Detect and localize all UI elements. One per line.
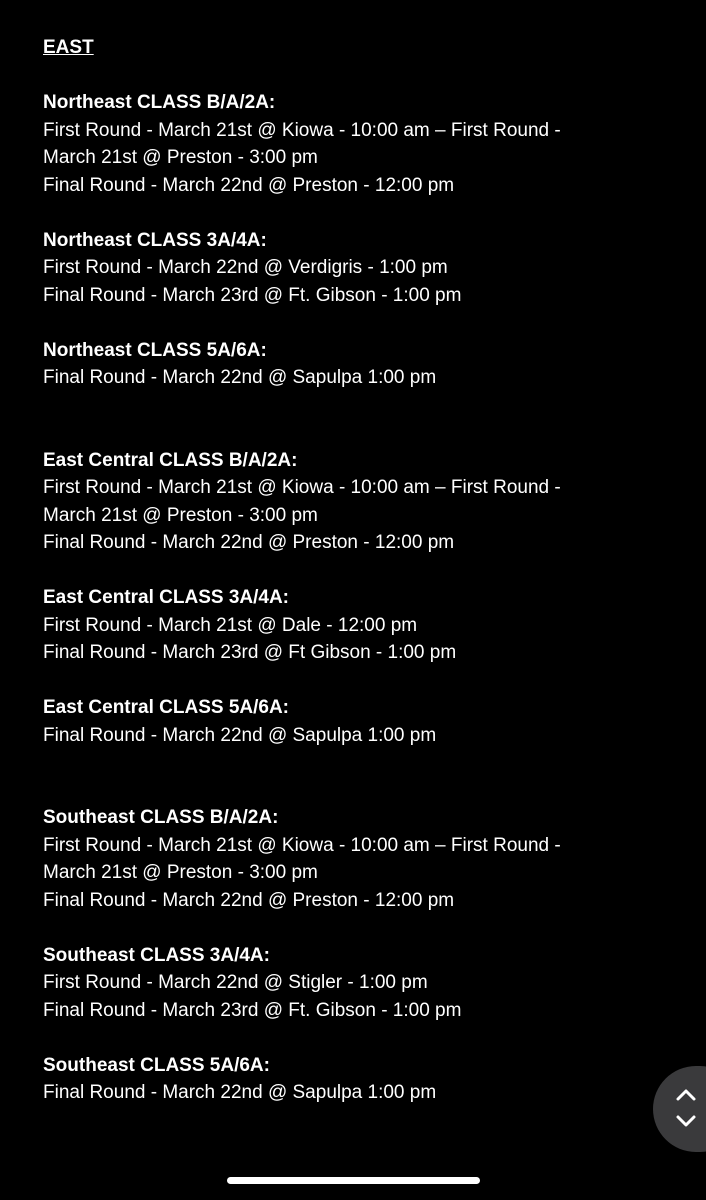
schedule-line: March 21st @ Preston - 3:00 pm: [43, 147, 318, 168]
chevron-down-icon[interactable]: [675, 1114, 697, 1128]
block-title: Northeast CLASS B/A/2A:: [43, 92, 276, 113]
block-title: Southeast CLASS 3A/4A:: [43, 944, 270, 966]
block-title: East Central CLASS 5A/6A:: [43, 697, 290, 718]
schedule-line: First Round - March 22nd @ Verdigris - 1:00 pm: [43, 257, 448, 278]
schedule-line: Final Round - March 22nd @ Preston - 12:00 pm: [43, 532, 455, 553]
schedule-line: March 21st @ Preston - 3:00 pm: [43, 862, 318, 883]
schedule-block: [43, 942, 673, 1025]
schedule-block: [43, 694, 673, 749]
schedule-block: [43, 89, 673, 199]
home-indicator[interactable]: [227, 1177, 480, 1184]
region-spacer: [43, 777, 673, 805]
region-southeast: [43, 804, 673, 1107]
region-east-central: [43, 447, 673, 750]
schedule-line: March 21st @ Preston - 3:00 pm: [43, 504, 318, 526]
region-spacer: [43, 419, 673, 447]
schedule-block: [43, 227, 673, 310]
block-title: Northeast CLASS 5A/6A:: [43, 339, 267, 361]
schedule-block: [43, 1052, 673, 1107]
schedule-line: First Round - March 21st @ Dale - 12:00 pm: [43, 614, 418, 636]
schedule-block: [43, 337, 673, 392]
schedule-line: First Round - March 21st @ Kiowa - 10:00 am – First Round -: [43, 834, 561, 856]
block-title: East Central CLASS 3A/4A:: [43, 587, 290, 608]
block-title: East Central CLASS B/A/2A:: [43, 449, 298, 471]
schedule-line: Final Round - March 22nd @ Preston - 12:00 pm: [43, 174, 455, 196]
schedule-line: Final Round - March 22nd @ Sapulpa 1:00 pm: [43, 1082, 437, 1103]
schedule-line: Final Round - March 23rd @ Ft Gibson - 1:00 pm: [43, 642, 457, 663]
document-body: [43, 34, 673, 1134]
block-title: Southeast CLASS B/A/2A:: [43, 807, 279, 828]
region-northeast: [43, 89, 673, 392]
schedule-block: [43, 447, 673, 557]
section-heading: EAST: [43, 37, 94, 58]
schedule-line: First Round - March 21st @ Kiowa - 10:00 am – First Round -: [43, 119, 561, 141]
schedule-line: First Round - March 22nd @ Stigler - 1:00 pm: [43, 972, 428, 993]
schedule-line: Final Round - March 22nd @ Preston - 12:00 pm: [43, 889, 455, 911]
schedule-block: [43, 584, 673, 667]
schedule-line: Final Round - March 23rd @ Ft. Gibson - 1:00 pm: [43, 284, 462, 306]
schedule-block: [43, 804, 673, 914]
schedule-line: Final Round - March 22nd @ Sapulpa 1:00 pm: [43, 367, 437, 388]
schedule-line: Final Round - March 22nd @ Sapulpa 1:00 pm: [43, 724, 437, 746]
schedule-line: First Round - March 21st @ Kiowa - 10:00 am – First Round -: [43, 477, 561, 498]
block-title: Southeast CLASS 5A/6A:: [43, 1054, 270, 1076]
schedule-line: Final Round - March 23rd @ Ft. Gibson - 1:00 pm: [43, 999, 462, 1021]
block-title: Northeast CLASS 3A/4A:: [43, 229, 267, 251]
chevron-up-icon[interactable]: [675, 1088, 697, 1102]
